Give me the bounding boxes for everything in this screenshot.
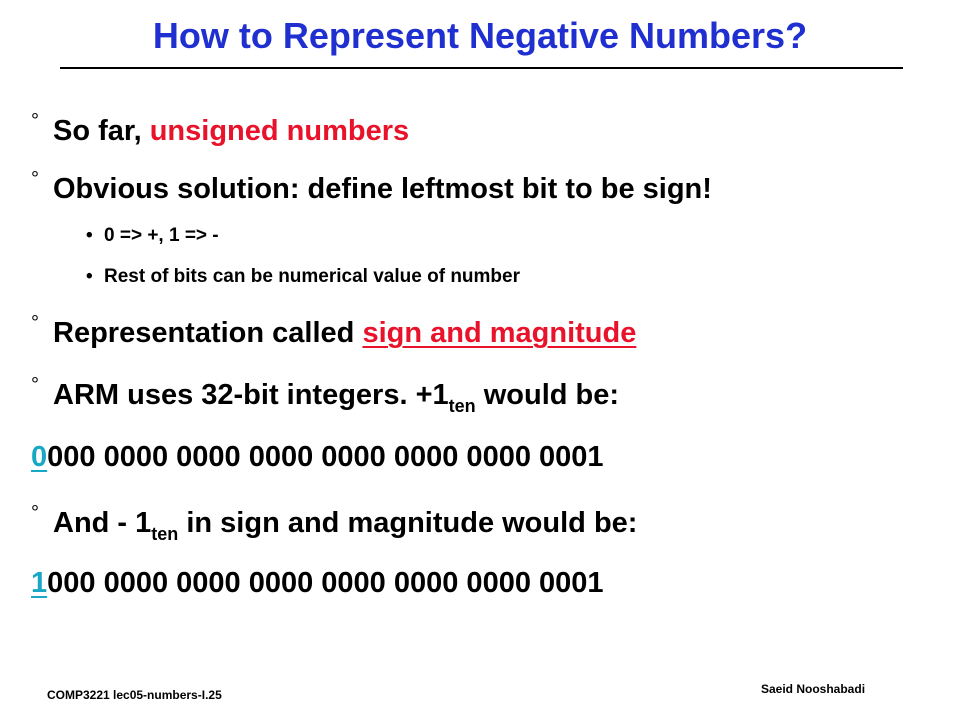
footer-author: Saeid Nooshabadi [761, 682, 866, 696]
subscript-ten: ten [448, 396, 476, 416]
sub-bullet-text: 0 => +, 1 => - [104, 225, 219, 246]
subscript-ten: ten [151, 524, 179, 544]
binary-rest: 000 0000 0000 0000 0000 0000 0000 0001 [47, 567, 604, 599]
binary-rest: 000 0000 0000 0000 0000 0000 0000 0001 [47, 441, 604, 473]
text-representation: Representation called [53, 317, 363, 349]
binary-minus-one [31, 566, 604, 600]
bullet-text: Obvious solution: define leftmost bit to be sign! [53, 173, 712, 205]
highlight-unsigned: unsigned numbers [149, 115, 410, 147]
sign-bit-link-one[interactable]: 1 [31, 567, 48, 599]
bullet-text [53, 506, 637, 543]
text-arm-uses: ARM uses 32-bit integers. +1 [53, 379, 449, 411]
bullet-marker: ° [31, 502, 39, 524]
binary-plus-one [31, 440, 604, 474]
text-and-minus-one: And - 1 [53, 507, 152, 539]
sub-bullet-text: Rest of bits can be numerical value of number [104, 266, 520, 287]
slide-title: How to Represent Negative Numbers? [152, 15, 808, 56]
sub-bullet-dot: • [86, 225, 93, 246]
link-sign-and-magnitude[interactable]: sign and magnitude [362, 317, 637, 349]
title-rule [60, 67, 903, 69]
text-so-far: So far, [53, 115, 150, 147]
text-sign-magnitude-would-be: in sign and magnitude would be: [178, 507, 638, 539]
bullet-text [53, 316, 636, 350]
sign-bit-link-zero[interactable]: 0 [31, 441, 48, 473]
bullet-marker: ° [31, 312, 39, 334]
text-would-be: would be: [475, 379, 620, 411]
footer-course-label: COMP3221 lec05-numbers-I.25 [47, 688, 222, 702]
bullet-text [53, 114, 409, 148]
bullet-text [53, 378, 619, 415]
bullet-marker: ° [31, 168, 39, 190]
bullet-marker: ° [31, 374, 39, 396]
sub-bullet-dot: • [86, 266, 93, 287]
bullet-marker: ° [31, 110, 39, 132]
